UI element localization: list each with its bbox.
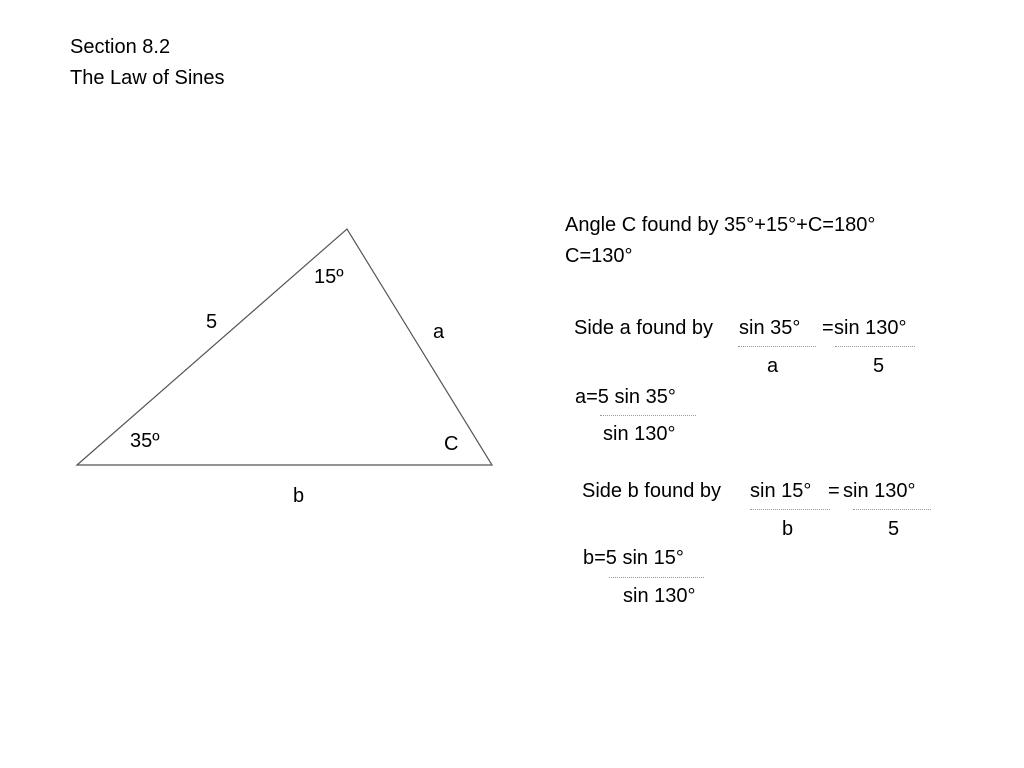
side-a-fraction-rule-right: [835, 346, 915, 347]
angle-left-label: 35º: [130, 430, 160, 452]
side-a-result-den: sin 130°: [603, 423, 676, 445]
side-left-label: 5: [206, 311, 218, 333]
side-a-num-right: sin 130°: [834, 317, 907, 339]
side-a-prefix: Side a found by: [574, 317, 713, 339]
side-b-fraction-rule-right: [853, 509, 931, 510]
side-right-label: a: [433, 321, 445, 343]
side-b-result-den: sin 130°: [623, 585, 696, 607]
side-b-result-rule: [609, 577, 704, 578]
angle-right-label: C: [444, 433, 459, 455]
angle-c-line1: Angle C found by 35°+15°+C=180°: [565, 214, 876, 236]
side-a-result-num: a=5 sin 35°: [575, 386, 676, 408]
side-bottom-label: b: [293, 485, 305, 507]
side-b-result-num: b=5 sin 15°: [583, 547, 684, 569]
side-b-den-left: b: [782, 518, 794, 540]
side-b-den-right: 5: [888, 518, 900, 540]
side-b-num-right: sin 130°: [843, 480, 916, 502]
side-a-equals: =: [822, 317, 834, 339]
side-b-fraction-rule-left: [750, 509, 830, 510]
angle-c-line2: C=130°: [565, 245, 633, 267]
side-b-equals: =: [828, 480, 840, 502]
page-title: The Law of Sines: [70, 67, 225, 89]
section-label: Section 8.2: [70, 36, 171, 58]
side-a-result-rule: [600, 415, 696, 416]
side-a-num-left: sin 35°: [739, 317, 801, 339]
side-a-den-right: 5: [873, 355, 885, 377]
side-a-den-left: a: [767, 355, 779, 377]
side-b-prefix: Side b found by: [582, 480, 721, 502]
angle-top-label: 15º: [314, 266, 344, 288]
side-a-fraction-rule-left: [738, 346, 816, 347]
side-b-num-left: sin 15°: [750, 480, 812, 502]
